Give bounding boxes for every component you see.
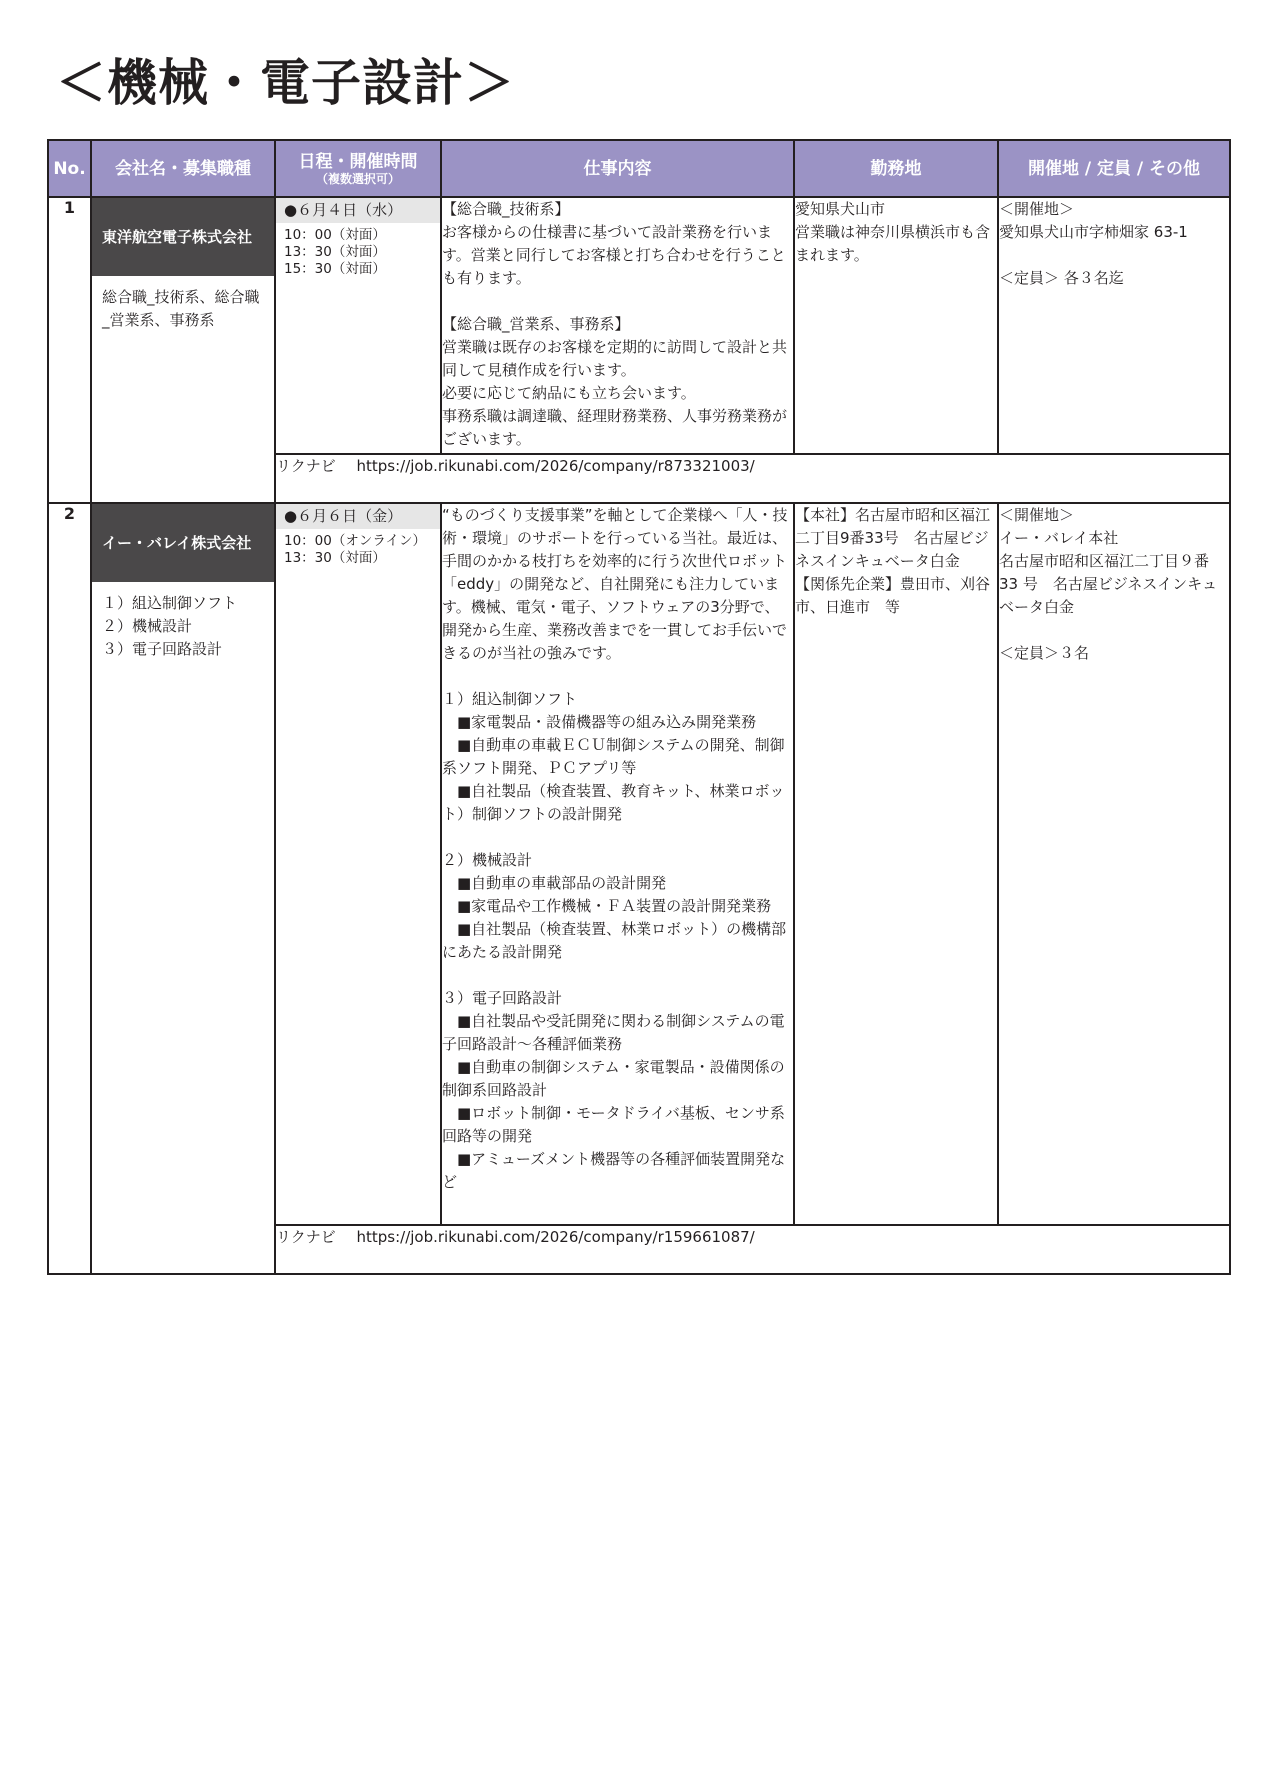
header-no: No. xyxy=(48,140,91,197)
row-number: 2 xyxy=(48,503,91,1274)
url-cell xyxy=(275,1225,1230,1274)
header-job: 仕事内容 xyxy=(441,140,794,197)
header-schedule-label: 日程・開催時間 xyxy=(298,151,418,172)
work-location: 愛知県犬山市 営業職は神奈川県横浜市も含まれます。 xyxy=(794,197,998,454)
header-schedule-sub: （複数選択可） xyxy=(315,171,400,186)
header-location: 勤務地 xyxy=(794,140,998,197)
work-location: 【本社】名古屋市昭和区福江二丁目9番33号 名古屋ビジネスインキュベータ白金 【関係先企業】豊田市、刈谷市、日進市 等 xyxy=(794,503,998,1225)
job-description: “ものづくり支援事業”を軸として企業様へ「人・技術・環境」のサポートを行っている当社。最近は、手間のかかる枝打ちを効率的に行う次世代ロボット「eddy」の開発など、自社開発にも注力しています。機械、電気・電子、ソフトウェアの3分野で、開発から生産、業務改善までを一貫してお手伝いできるのが当社の強みです。 １）組込制御ソフト ■家電製品・設備機器等の組み込み開発業務 ■自動車の車載ＥＣＵ制御システムの開発、制御系ソフト開発、ＰＣアプリ等 ■自社製品（検査装置、教育キット、林業ロボット）制御ソフトの設計開発 ２）機械設計 ■自動車の車載部品の設計開発 ■家電品や工作機械・ＦＡ装置の設計開発業務 ■自社製品（検査装置、林業ロボット）の機構部にあたる設計開発 ３）電子回路設計 ■自社製品や受託開発に関わる制御システムの電子回路設計～各種評価業務 ■自動車の制御システム・家電製品・設備関係の制御系回路設計 ■ロボット制御・モータドライバ基板、センサ系回路等の開発 ■アミューズメント機器等の各種評価装置開発など xyxy=(441,503,794,1225)
header-schedule xyxy=(275,140,441,197)
schedule-cell xyxy=(275,197,441,454)
event-date: ●６月４日（水） xyxy=(276,198,440,223)
url-label: リクナビ xyxy=(276,457,336,475)
header-row xyxy=(48,140,1230,197)
event-date: ●６月６日（金） xyxy=(276,504,440,529)
schedule-cell xyxy=(275,503,441,1225)
event-times: 10：00（オンライン） 13：30（対面） xyxy=(284,533,426,566)
company-cell xyxy=(91,503,275,1274)
page-title: ＜機械・電子設計＞ xyxy=(56,54,515,112)
company-name: 東洋航空電子株式会社 xyxy=(92,198,274,276)
company-cell xyxy=(91,197,275,503)
positions: １）組込制御ソフト ２）機械設計 ３）電子回路設計 xyxy=(102,594,238,658)
header-company: 会社名・募集職種 xyxy=(91,140,275,197)
event-table xyxy=(47,139,1231,1275)
url-cell xyxy=(275,454,1230,503)
positions: 総合職_技術系、総合職_営業系、事務系 xyxy=(102,288,260,329)
table-row xyxy=(48,197,1230,454)
job-description: 【総合職_技術系】 お客様からの仕様書に基づいて設計業務を行います。営業と同行してお客様と打ち合わせを行うことも有ります。 【総合職_営業系、事務系】 営業職は既存のお客様を定期的に訪問して設計と共同して見積作成を行います。 必要に応じて納品にも立ち会います。 事務系職は調達職、経理財務業務、人事労務業務がございます。 xyxy=(441,197,794,454)
venue-info: ＜開催地＞ イー・バレイ本社 名古屋市昭和区福江二丁目９番 33 号 名古屋ビジネスインキュベータ白金 ＜定員＞３名 xyxy=(998,503,1230,1225)
company-url-link[interactable]: https://job.rikunabi.com/2026/company/r159661087/ xyxy=(356,1228,755,1246)
row-number: 1 xyxy=(48,197,91,503)
table-row xyxy=(48,503,1230,1225)
event-times: 10：00（対面） 13：30（対面） 15：30（対面） xyxy=(284,227,386,277)
venue-info: ＜開催地＞ 愛知県犬山市字柿畑家 63-1 ＜定員＞ 各３名迄 xyxy=(998,197,1230,454)
url-label: リクナビ xyxy=(276,1228,336,1246)
company-name: イー・バレイ株式会社 xyxy=(92,504,274,582)
company-url-link[interactable]: https://job.rikunabi.com/2026/company/r873321003/ xyxy=(356,457,755,475)
header-venue: 開催地 / 定員 / その他 xyxy=(998,140,1230,197)
